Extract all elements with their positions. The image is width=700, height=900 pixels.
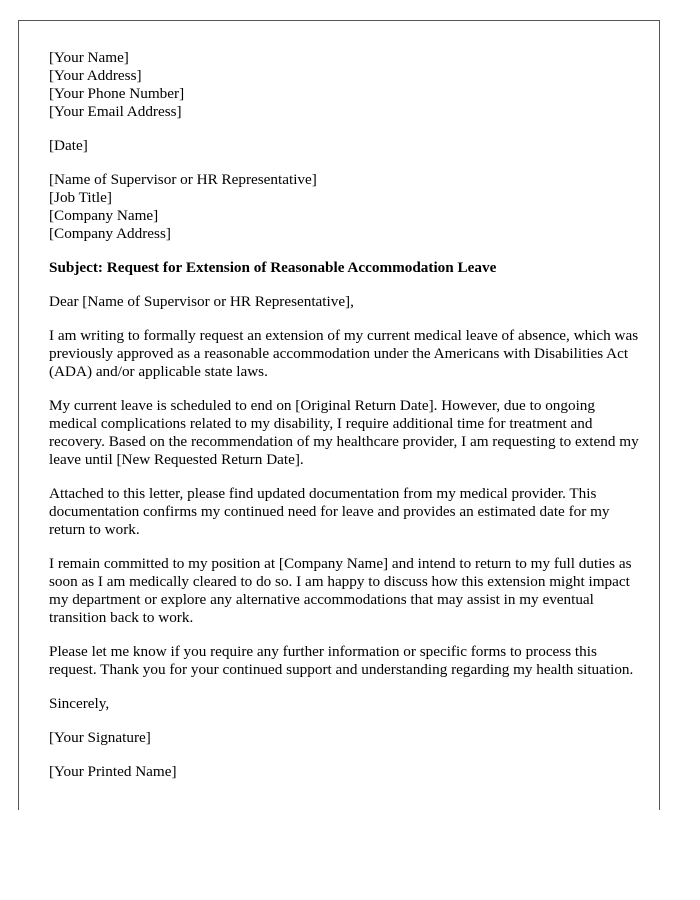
sender-block bbox=[49, 49, 639, 121]
recipient-company-address: [Company Address] bbox=[49, 225, 171, 242]
sender-address: [Your Address] bbox=[49, 67, 142, 84]
printed-name: [Your Printed Name] bbox=[49, 763, 177, 780]
letter-page bbox=[18, 20, 660, 810]
sender-phone: [Your Phone Number] bbox=[49, 85, 185, 102]
recipient-block bbox=[49, 171, 639, 243]
date-block bbox=[49, 137, 639, 155]
body-paragraph-1: I am writing to formally request an extension of my current medical leave of absence, which was previously approved as a reasonable accommodation under the Americans with Disabilities Act (ADA) and/or applicable state laws. bbox=[49, 327, 639, 380]
sender-email: [Your Email Address] bbox=[49, 103, 182, 120]
body-paragraph-2: My current leave is scheduled to end on [Original Return Date]. However, due to ongoing medical complications related to my disability, I require additional time for treatment and recovery. Based on the recommendation of my healthcare provider, I am requesting to extend my leave until [New Requested Return Date]. bbox=[49, 397, 639, 468]
recipient-company-name: [Company Name] bbox=[49, 207, 159, 224]
recipient-job-title: [Job Title] bbox=[49, 189, 112, 206]
letter-content bbox=[49, 49, 639, 797]
body-paragraph-5: Please let me know if you require any further information or specific forms to process this request. Thank you for your continued support and understanding regarding my health situation. bbox=[49, 643, 634, 678]
sender-name: [Your Name] bbox=[49, 49, 129, 66]
body-paragraph-4: I remain committed to my position at [Company Name] and intend to return to my full duties as soon as I am medically cleared to do so. I am happy to discuss how this extension might impact my department or explore any alternative accommodations that may assist in my eventual transition back to work. bbox=[49, 555, 632, 626]
letter-date: [Date] bbox=[49, 137, 88, 154]
recipient-name: [Name of Supervisor or HR Representative] bbox=[49, 171, 317, 188]
closing: Sincerely, bbox=[49, 695, 110, 712]
salutation: Dear [Name of Supervisor or HR Representative], bbox=[49, 293, 354, 310]
signature-placeholder: [Your Signature] bbox=[49, 729, 151, 746]
body-paragraph-3: Attached to this letter, please find updated documentation from my medical provider. This documentation confirms my continued need for leave and provides an estimated date for my return to work. bbox=[49, 485, 610, 538]
subject-line: Subject: Request for Extension of Reasonable Accommodation Leave bbox=[49, 259, 497, 276]
